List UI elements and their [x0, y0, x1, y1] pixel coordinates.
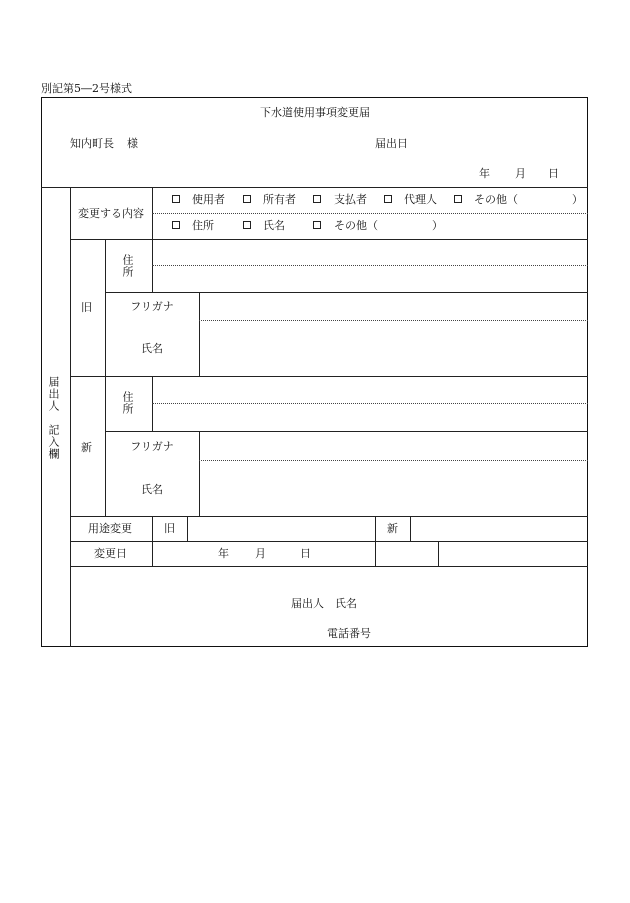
usage-new-label: 新 — [387, 522, 398, 535]
applicant-name-label: 届出人 氏名 — [291, 597, 357, 610]
new-name-divider — [199, 431, 200, 516]
addressee: 知内町長 — [70, 137, 114, 150]
usage-old-field[interactable] — [191, 519, 371, 538]
change-date-day[interactable]: 日 — [300, 547, 311, 560]
checkbox-agent[interactable] — [384, 195, 392, 203]
usage-new-field[interactable] — [414, 519, 584, 538]
change-content-dotted — [152, 213, 588, 214]
old-label: 旧 — [81, 301, 92, 314]
option-owner: 所有者 — [263, 193, 296, 206]
checkbox-payer[interactable] — [313, 195, 321, 203]
change-date-year[interactable]: 年 — [218, 547, 229, 560]
old-address-bottom — [105, 292, 588, 293]
old-furigana-field[interactable] — [203, 295, 584, 317]
old-name-divider — [199, 292, 200, 376]
checkbox-name[interactable] — [243, 221, 251, 229]
old-name-field[interactable] — [203, 324, 584, 372]
usage-row-bottom — [70, 541, 588, 542]
new-section-bottom — [70, 516, 588, 517]
usage-old-label: 旧 — [164, 522, 175, 535]
old-section-bottom — [70, 376, 588, 377]
usage-old-divider — [187, 516, 188, 541]
option-other-1-close: ） — [572, 193, 583, 206]
checkbox-other-1[interactable] — [454, 195, 462, 203]
new-furigana-label: フリガナ — [130, 440, 174, 453]
new-address-field[interactable] — [156, 379, 584, 427]
option-other-2-close: ） — [432, 219, 443, 232]
old-furigana-dotted — [199, 320, 588, 321]
submit-date-label: 届出日 — [375, 137, 408, 150]
change-date-month[interactable]: 月 — [255, 547, 266, 560]
change-date-right-divider — [438, 541, 439, 566]
new-name-field[interactable] — [203, 464, 584, 512]
old-new-inner-divider — [105, 239, 106, 516]
applicant-name-field[interactable] — [370, 594, 570, 612]
submit-date-month[interactable]: 月 — [515, 167, 526, 180]
submit-date-day[interactable]: 日 — [548, 167, 559, 180]
option-agent: 代理人 — [404, 193, 437, 206]
header-divider — [41, 187, 588, 188]
form-label: 別記第5―2号様式 — [41, 82, 132, 95]
new-name-label: 氏名 — [141, 483, 163, 496]
phone-label: 電話番号 — [327, 627, 371, 640]
new-furigana-field[interactable] — [203, 434, 584, 457]
checkbox-address[interactable] — [172, 221, 180, 229]
usage-change-label: 用途変更 — [88, 522, 132, 535]
old-furigana-label: フリガナ — [130, 300, 174, 313]
new-label: 新 — [81, 441, 92, 454]
form-title: 下水道使用事項変更届 — [260, 106, 370, 119]
new-furigana-dotted — [199, 460, 588, 461]
option-user: 使用者 — [192, 193, 225, 206]
old-address-label: 住所 — [121, 254, 134, 278]
checkbox-other-2[interactable] — [313, 221, 321, 229]
option-other-1: その他（ — [474, 193, 518, 206]
usage-new-divider — [410, 516, 411, 541]
checkbox-owner[interactable] — [243, 195, 251, 203]
checkbox-user[interactable] — [172, 195, 180, 203]
form-frame — [41, 97, 588, 647]
change-content-bottom — [70, 239, 588, 240]
option-payer: 支払者 — [334, 193, 367, 206]
new-address-label: 住所 — [121, 391, 134, 415]
option-name: 氏名 — [263, 219, 285, 232]
option-other-2: その他（ — [334, 219, 378, 232]
old-address-field[interactable] — [156, 242, 584, 288]
new-address-bottom — [105, 431, 588, 432]
old-name-label: 氏名 — [141, 342, 163, 355]
change-content-label: 変更する内容 — [78, 207, 144, 220]
applicant-column-label: 届出人 記入欄 — [47, 376, 60, 460]
honorific: 様 — [127, 137, 138, 150]
change-date-label: 変更日 — [94, 547, 127, 560]
applicant-column-line — [70, 187, 71, 647]
change-date-bottom — [70, 566, 588, 567]
phone-field[interactable] — [380, 624, 570, 642]
submit-date-year[interactable]: 年 — [479, 167, 490, 180]
option-address: 住所 — [192, 219, 214, 232]
